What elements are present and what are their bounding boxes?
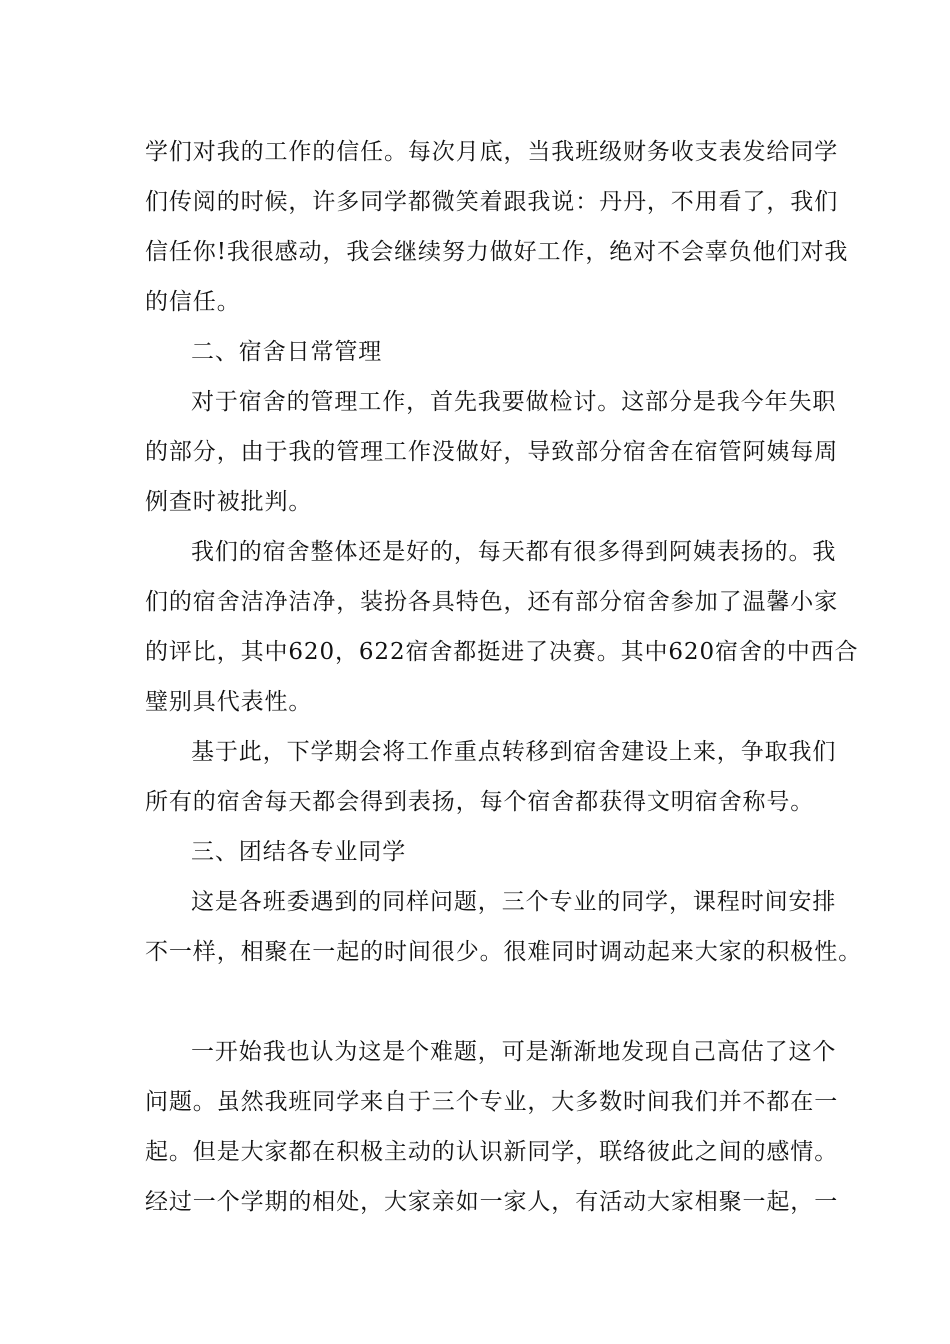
body-text-line: 问题。虽然我班同学来自于三个专业，大多数时间我们并不都在一 bbox=[145, 1089, 839, 1115]
body-text-line: 基于此，下学期会将工作重点转移到宿舍建设上来，争取我们 bbox=[191, 739, 837, 765]
body-text-line: 我们的宿舍整体还是好的，每天都有很多得到阿姨表扬的。我 bbox=[191, 539, 837, 565]
body-text-line: 对于宿舍的管理工作，首先我要做检讨。这部分是我今年失职 bbox=[191, 389, 837, 415]
body-text-line: 一开始我也认为这是个难题，可是渐渐地发现自己高估了这个 bbox=[191, 1039, 837, 1065]
body-text-line: 的部分，由于我的管理工作没做好，导致部分宿舍在宿管阿姨每周 bbox=[145, 439, 839, 465]
section-heading-dormitory: 二、宿舍日常管理 bbox=[191, 339, 383, 365]
body-text-line: 们的宿舍洁净洁净，装扮各具特色，还有部分宿舍参加了温馨小家 bbox=[145, 589, 839, 615]
body-text-line: 信任你!我很感动，我会继续努力做好工作，绝对不会辜负他们对我 bbox=[145, 239, 849, 265]
body-text-line: 璧别具代表性。 bbox=[145, 689, 313, 715]
body-text-line: 的评比，其中620，622宿舍都挺进了决赛。其中620宿舍的中西合 bbox=[145, 639, 859, 665]
body-text-line: 例查时被批判。 bbox=[145, 489, 313, 515]
section-heading-unity: 三、团结各专业同学 bbox=[191, 839, 407, 865]
body-text-line: 们传阅的时候，许多同学都微笑着跟我说：丹丹，不用看了，我们 bbox=[145, 189, 839, 215]
body-text-line: 学们对我的工作的信任。每次月底，当我班级财务收支表发给同学 bbox=[145, 139, 839, 165]
body-text-line: 起。但是大家都在积极主动的认识新同学，联络彼此之间的感情。 bbox=[145, 1139, 839, 1165]
body-text-line: 这是各班委遇到的同样问题，三个专业的同学，课程时间安排 bbox=[191, 889, 837, 915]
body-text-line: 经过一个学期的相处，大家亲如一家人，有活动大家相聚一起，一 bbox=[145, 1189, 839, 1215]
body-text-line: 所有的宿舍每天都会得到表扬，每个宿舍都获得文明宿舍称号。 bbox=[145, 789, 815, 815]
body-text-line: 不一样，相聚在一起的时间很少。很难同时调动起来大家的积极性。 bbox=[145, 939, 862, 965]
body-text-line: 的信任。 bbox=[145, 289, 241, 315]
